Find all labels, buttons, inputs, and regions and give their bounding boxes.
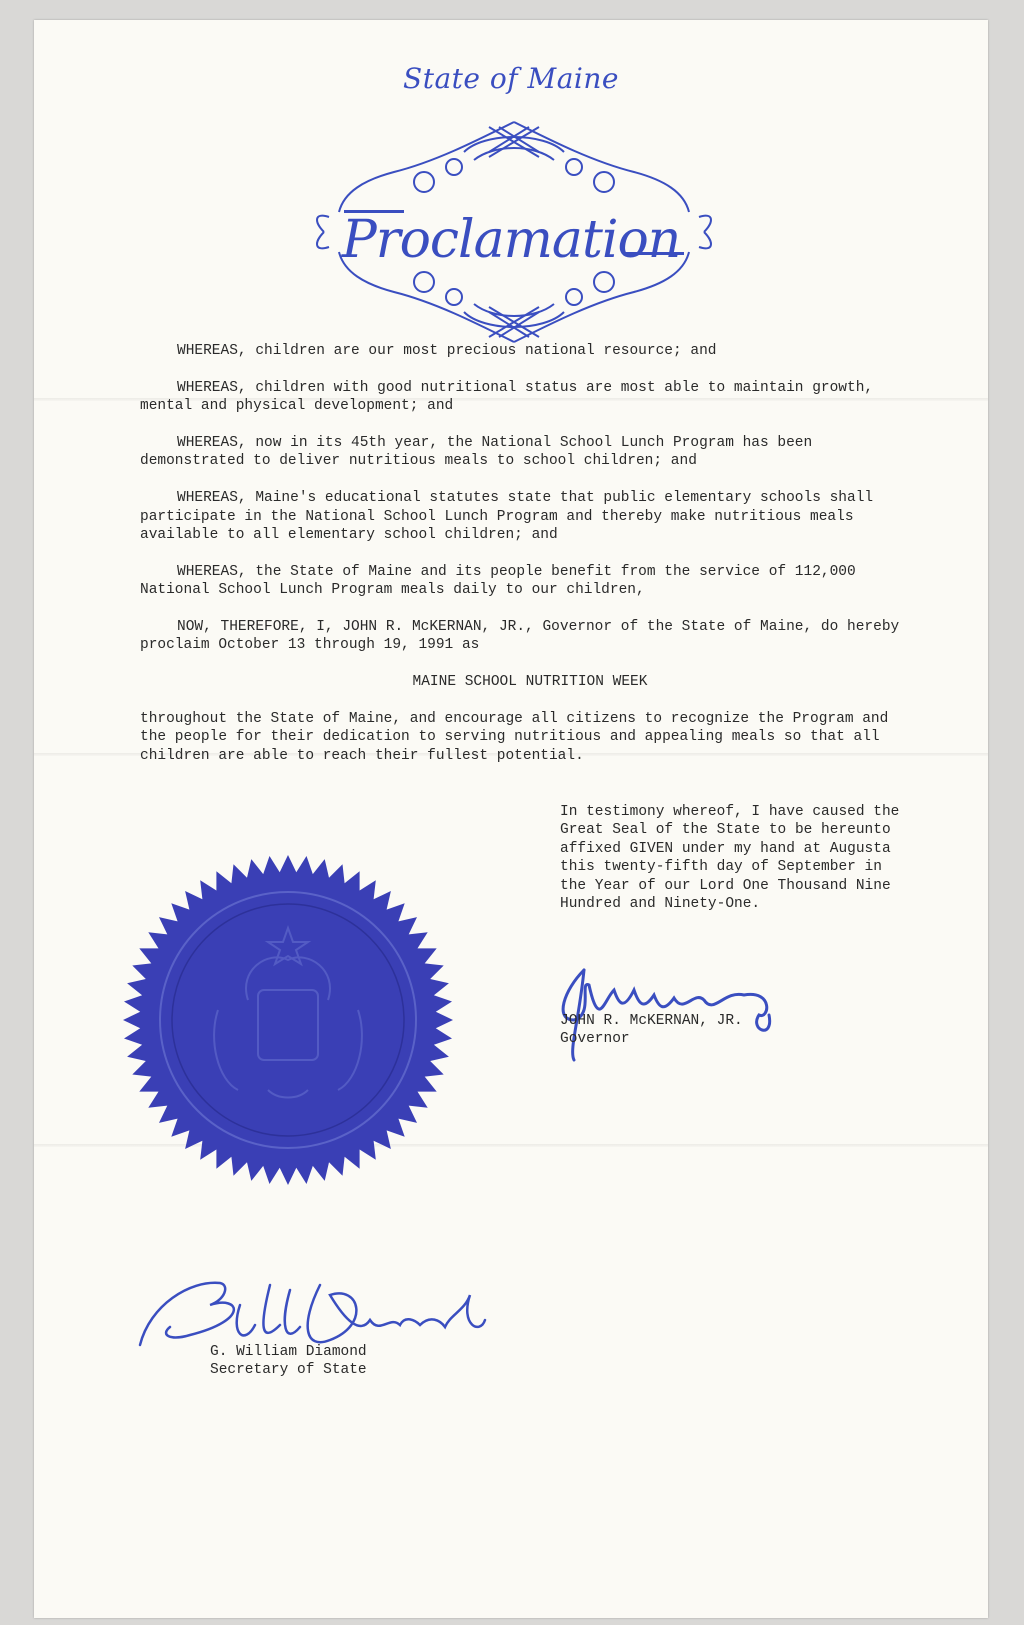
great-seal-icon [118,850,458,1190]
secretary-name: G. William Diamond [210,1344,367,1360]
whereas-paragraph: WHEREAS, Maine's educational statutes state that public elementary schools shall participate in the National School Lunch Program and thereby make nutritious meals available to all elementary school children; and [140,490,882,544]
proclamation-document [34,20,988,1618]
whereas-paragraph: WHEREAS, the State of Maine and its people benefit from the service of 112,000 National School Lunch Program meals daily to our children, [140,563,865,599]
testimony-paragraph: In testimony whereof, I have caused the Great Seal of the State to be hereunto affixed GIVEN under my hand at Augusta this twenty-fifth day of September in the Year of our Lord One Thousand Nine Hundred and Ninety-One. [560,804,909,913]
week-title: MAINE SCHOOL NUTRITION WEEK [412,674,648,691]
secretary-title: Secretary of State [210,1362,367,1379]
therefore-paragraph: NOW, THEREFORE, I, JOHN R. McKERNAN, JR., Governor of the State of Maine, do hereby proclaim October 13 through 19, 1991 as [140,619,908,654]
proclamation-body [140,342,920,784]
governor-name: JOHN R. McKERNAN, JR. [560,1013,743,1029]
proclamation-title: Proclamation [341,210,681,270]
whereas-paragraph: WHEREAS, children are our most precious national resource; and [177,343,717,359]
secretary-block [210,1343,367,1380]
state-title: State of Maine [403,62,619,95]
whereas-paragraph: WHEREAS, now in its 45th year, the National School Lunch Program has been demonstrated to deliver nutritious meals to school children; and [140,435,821,470]
governor-title: Governor [560,1031,630,1048]
whereas-paragraph: WHEREAS, children with good nutritional status are most able to maintain growth, mental and physical development; and [140,379,882,415]
closing-paragraph: throughout the State of Maine, and encourage all citizens to recognize the Program and the people for their dedication to serving nutritious and appealing meals so that all children are able to reach their fullest potential. [140,711,898,764]
governor-block [560,1012,743,1049]
